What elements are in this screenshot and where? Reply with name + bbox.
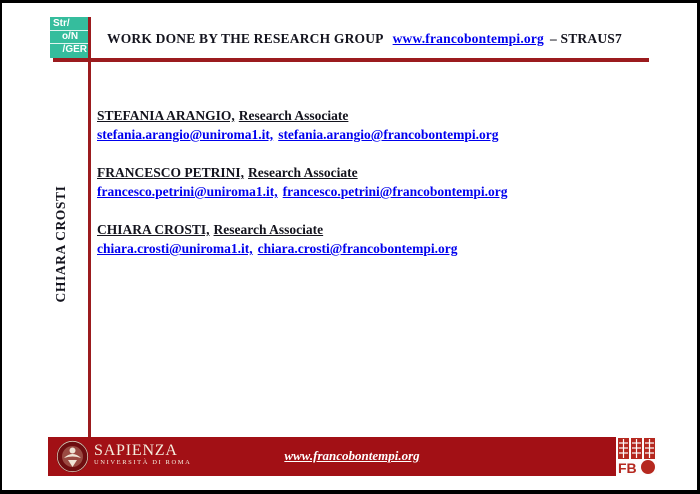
member-role: Research Associate — [213, 222, 324, 237]
svg-text:FB: FB — [618, 460, 637, 475]
member-email-line — [97, 182, 507, 201]
member-role: Research Associate — [238, 108, 349, 123]
page-title — [107, 31, 622, 47]
member-name-line — [97, 106, 507, 125]
member-name: CHIARA CROSTI, — [97, 222, 210, 237]
stronger-logo-line1: Str/ — [50, 18, 90, 31]
members-list — [97, 106, 507, 277]
title-text: WORK DONE BY THE RESEARCH GROUP — [107, 31, 384, 46]
header-divider — [53, 58, 649, 62]
member-name-line — [97, 220, 507, 239]
member-entry — [97, 106, 507, 144]
title-link[interactable]: www.francobontempi.org — [392, 31, 544, 46]
sidebar-vertical-label: CHIARA CROSTI — [53, 185, 68, 303]
member-role: Research Associate — [248, 165, 358, 180]
member-email-francobontempi[interactable]: chiara.crosti@francobontempi.org — [257, 241, 458, 256]
stronger-logo-icon — [50, 17, 90, 58]
footer-link[interactable]: www.francobontempi.org — [284, 448, 420, 463]
university-subtitle: UNIVERSITÀ DI ROMA — [94, 459, 192, 466]
member-name-line — [97, 163, 507, 182]
sapienza-seal-icon — [56, 440, 89, 473]
stronger-logo-line3: /GER — [62, 44, 87, 55]
vertical-divider — [88, 17, 91, 437]
fb-stamp-icon — [616, 437, 657, 475]
member-email-francobontempi[interactable]: stefania.arangio@francobontempi.org — [278, 127, 499, 142]
member-entry — [97, 220, 507, 258]
member-email-francobontempi[interactable]: francesco.petrini@francobontempi.org — [282, 184, 508, 199]
footer-bar — [48, 437, 616, 476]
university-name: SAPIENZA — [94, 442, 178, 459]
title-suffix: – STRAUS7 — [550, 31, 622, 46]
member-email-uniroma[interactable]: francesco.petrini@uniroma1.it, — [97, 184, 278, 199]
sapienza-wordmark — [94, 442, 191, 467]
member-name: FRANCESCO PETRINI, — [97, 165, 245, 180]
stronger-logo-line2: o/N — [50, 31, 90, 44]
member-email-line — [97, 239, 507, 258]
member-name: STEFANIA ARANGIO, — [97, 108, 235, 123]
member-email-uniroma[interactable]: stefania.arangio@uniroma1.it, — [97, 127, 274, 142]
member-email-uniroma[interactable]: chiara.crosti@uniroma1.it, — [97, 241, 253, 256]
member-email-line — [97, 125, 507, 144]
member-entry — [97, 163, 507, 201]
